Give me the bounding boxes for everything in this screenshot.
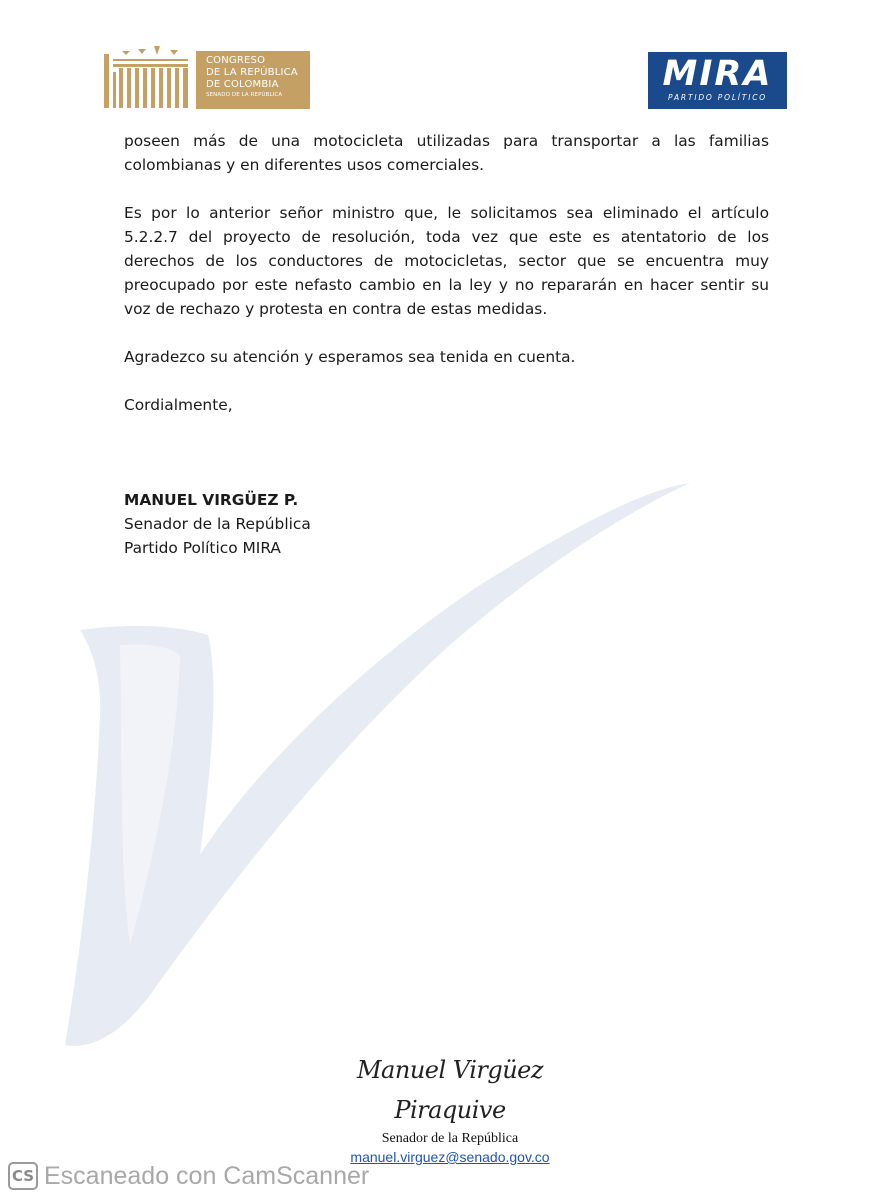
camscanner-text: Escaneado con CamScanner xyxy=(44,1161,370,1190)
footer-handwritten-name: Manuel Virgüez Piraquive xyxy=(356,1056,544,1124)
congreso-logo xyxy=(104,46,310,110)
paragraph-1: poseen más de una motocicleta utilizadas para transportar a las familias colombianas y en diferentes usos comerciales. xyxy=(124,132,769,174)
paragraph-3: Agradezco su atención y esperamos sea tenida en cuenta. xyxy=(124,348,576,366)
mira-logo xyxy=(648,52,787,109)
congreso-line-4: SENADO DE LA REPÚBLICA xyxy=(206,92,283,98)
mira-logo-word: MIRA xyxy=(662,54,773,94)
camscanner-watermark xyxy=(8,1160,369,1192)
signer-name: MANUEL VIRGÜEZ P. xyxy=(124,491,299,509)
footer xyxy=(300,1050,600,1166)
signer-party: Partido Político MIRA xyxy=(124,539,281,557)
closing: Cordialmente, xyxy=(124,396,233,414)
camscanner-icon: CS xyxy=(8,1162,38,1190)
signer-title: Senador de la República xyxy=(124,515,311,533)
letter-body xyxy=(124,129,769,417)
signature-block xyxy=(124,488,524,560)
congreso-line-1: CONGRESO xyxy=(206,55,266,66)
capitol-icon xyxy=(104,46,192,110)
paragraph-2: Es por lo anterior señor ministro que, le solicitamos sea eliminado el artículo 5.2.2.7 del proyecto de resolución, toda vez que este es atentatorio de los derechos de los conductores de motocicletas, sector que se encuentra muy preocupado por este nefasto cambio en la ley y no repararán en hacer sentir su voz de rechazo y protesta en contra de estas medidas. xyxy=(124,204,769,318)
footer-title: Senador de la República xyxy=(381,1131,519,1146)
mira-v-watermark-icon xyxy=(60,475,700,1055)
congreso-line-2: DE LA REPÚBLICA xyxy=(206,67,298,78)
footer-email-link[interactable]: manuel.virguez@senado.gov.co xyxy=(350,1149,550,1165)
congreso-text-box xyxy=(196,51,310,109)
mira-logo-subtitle: PARTIDO POLÍTICO xyxy=(668,93,767,102)
congreso-line-3: DE COLOMBIA xyxy=(206,79,279,90)
